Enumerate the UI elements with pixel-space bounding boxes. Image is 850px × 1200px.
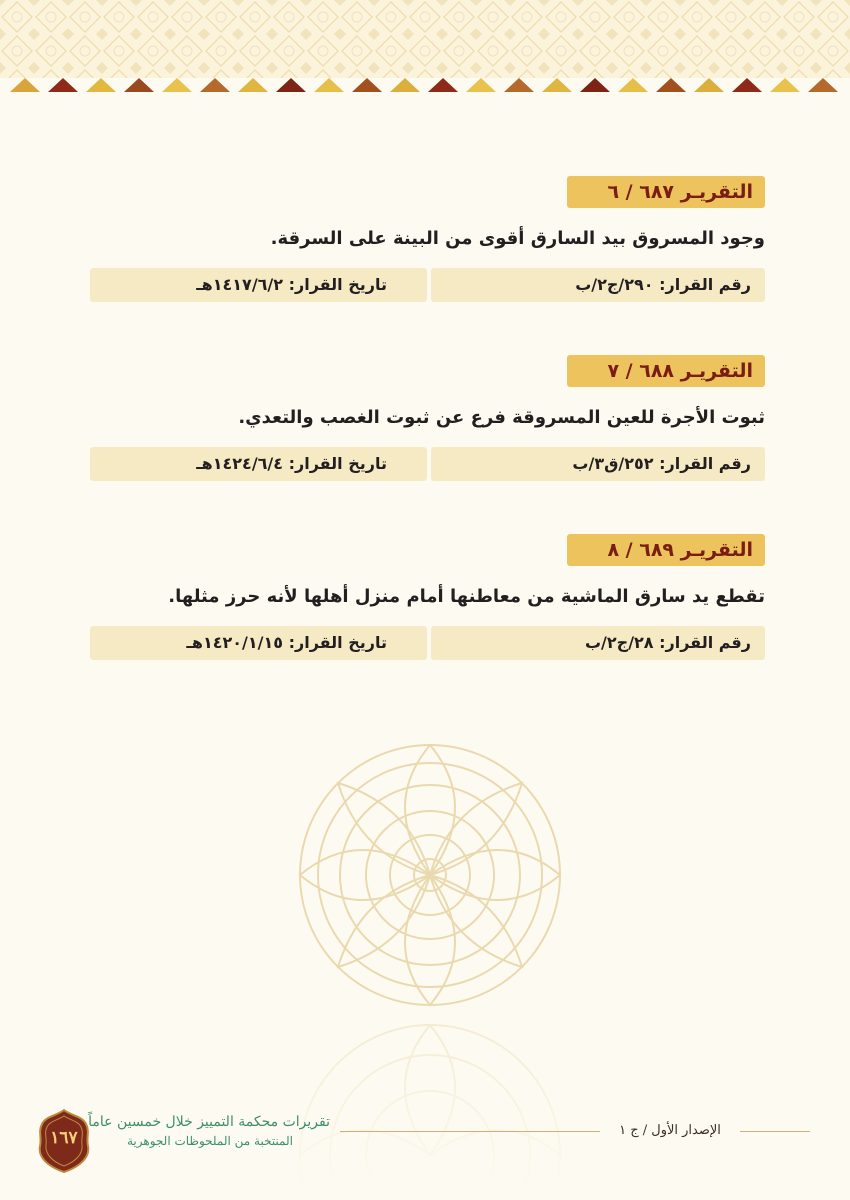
- entry-text: وجود المسروق بيد السارق أقوى من البينة على السرقة.: [270, 228, 765, 249]
- footer-book-title: [90, 1112, 330, 1150]
- entry-688: [90, 355, 765, 485]
- decision-date: تاريخ القرار: ١٤٢٤/٦/٤هـ: [90, 447, 427, 481]
- decision-date: تاريخ القرار: ١٤٢٠/١/١٥هـ: [90, 626, 427, 660]
- decision-number: رقم القرار: ٢٩٠/ج٢/ب: [431, 268, 765, 302]
- decision-number: رقم القرار: ٢٨/ج٢/ب: [431, 626, 765, 660]
- footer-title-line2: المنتخبة من الملحوظات الجوهرية: [127, 1134, 293, 1148]
- decision-date: تاريخ القرار: ١٤١٧/٦/٢هـ: [90, 268, 427, 302]
- entry-title: التقريـر ٦٨٨ / ٧: [567, 355, 765, 387]
- entry-text: تقطع يد سارق الماشية من معاطنها أمام منزل أهلها لأنه حرز مثلها.: [168, 586, 765, 607]
- decision-number: رقم القرار: ٢٥٢/ق٣/ب: [431, 447, 765, 481]
- header-pattern: [0, 0, 850, 100]
- entry-689: [90, 534, 765, 664]
- entry-title: التقريـر ٦٨٩ / ٨: [567, 534, 765, 566]
- entry-text: ثبوت الأجرة للعين المسروقة فرع عن ثبوت الغصب والتعدي.: [238, 407, 765, 428]
- triangle-border: [10, 78, 838, 92]
- page-number: ١٦٧: [50, 1128, 78, 1148]
- footer-title-line1: تقريرات محكمة التمييز خلال خمسين عاماً: [88, 1114, 330, 1130]
- footer-part-label: الإصدار الأول / ج ١: [600, 1118, 740, 1144]
- entry-title: التقريـر ٦٨٧ / ٦: [567, 176, 765, 208]
- entry-687: [90, 176, 765, 306]
